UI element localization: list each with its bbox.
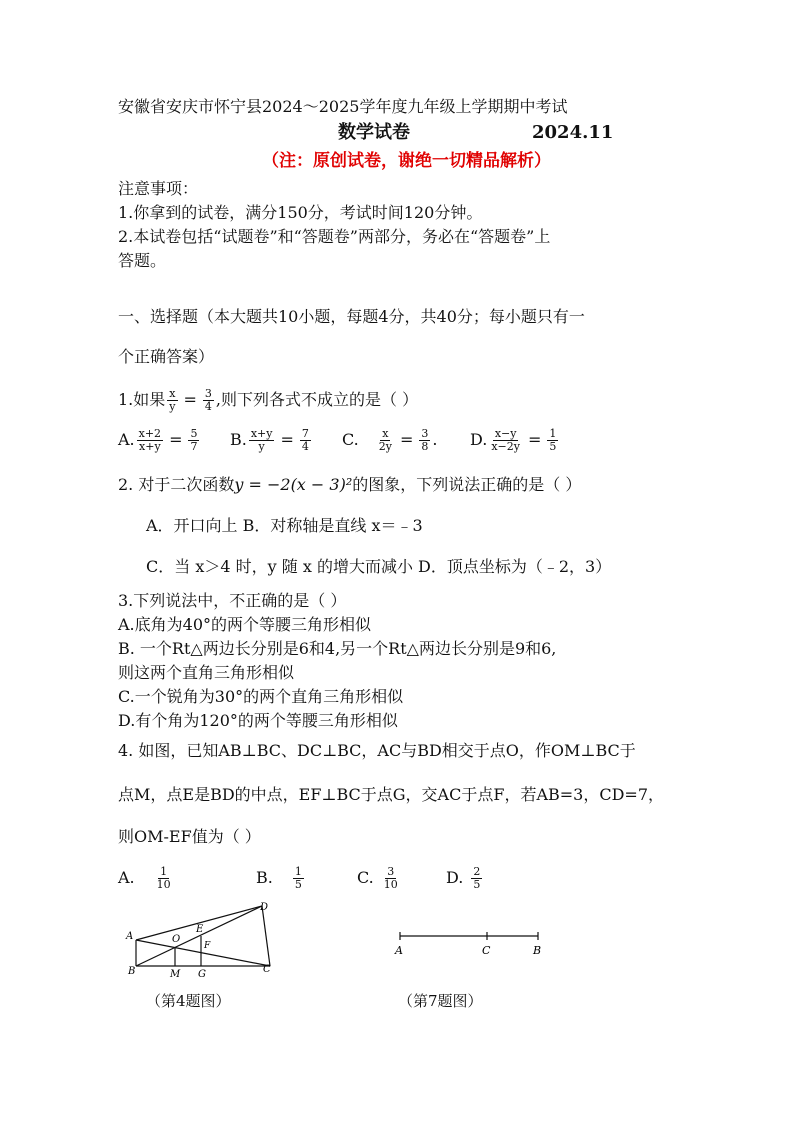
figure-4-caption: （第4题图）	[146, 992, 231, 1010]
q1-fraction-xy: $\frac{x}{y}$	[169, 387, 176, 413]
q3-option-d: D.有个角为120°的两个等腰三角形相似	[118, 711, 398, 730]
q3-option-a: A.底角为40°的两个等腰三角形相似	[118, 615, 372, 634]
label-b: B	[533, 944, 542, 957]
original-note: （注：原创试卷，谢绝一切精品解析）	[262, 151, 551, 171]
figure-4-diagram	[118, 896, 288, 982]
label-b: B	[128, 966, 136, 977]
notice-item-2: 2.本试卷包括“试题卷”和“答题卷”两部分，务必在“答题卷”上	[118, 227, 551, 246]
section-heading: 一、选择题（本大题共10小题，每题4分，共40分；每小题只有一	[118, 307, 585, 326]
figure-7-diagram	[392, 924, 552, 964]
question-4-line-3: 则OM-EF值为（ ）	[118, 827, 261, 846]
q4-option-b: B. $\frac{1}{5}$	[256, 865, 302, 891]
label-e: E	[196, 924, 204, 935]
q4-option-c: C. $\frac{3}{10}$	[357, 865, 398, 891]
question-2-stem: 2. 对于二次函数y = −2(x − 3)²的图象，下列说法正确的是（ ）	[118, 475, 582, 494]
q1-option-c: C. $\frac{x}{2y}$ = $\frac{3}{8}$ .	[342, 427, 438, 453]
q1-fraction-34: $\frac{3}{4}$	[204, 387, 212, 413]
question-4-line-2: 点M，点E是BD的中点，EF⊥BC于点G，交AC于点F，若AB=3，CD=7，	[118, 785, 665, 804]
notice-item-2-cont: 答题。	[118, 251, 167, 270]
label-d: D	[260, 902, 269, 913]
question-4-line-1: 4. 如图，已知AB⊥BC、DC⊥BC，AC与BD相交于点O，作OM⊥BC于	[118, 741, 636, 760]
label-g: G	[198, 969, 206, 980]
label-f: F	[204, 941, 211, 951]
q2-options-ab: A．开口向上 B．对称轴是直线 x＝﹣3	[146, 516, 423, 535]
paper-title: 数学试卷	[338, 122, 410, 143]
q1-option-a: A. $\frac{x+2}{x+y}$ = $\frac{5}{7}$	[118, 427, 198, 453]
q3-option-c: C.一个锐角为30°的两个直角三角形相似	[118, 687, 404, 706]
question-3-stem: 3.下列说法中，不正确的是（ ）	[118, 591, 347, 610]
label-o: O	[172, 934, 181, 945]
q1-stem-suffix: ,则下列各式不成立的是（ ）	[215, 390, 419, 409]
question-1-stem: 1.如果 $\frac{x}{y}$ = $\frac{3}{4}$ ,则下列各式不成立的是（ ）	[118, 387, 419, 413]
label-c: C	[482, 944, 491, 957]
segment-ac	[136, 940, 270, 966]
q1-stem-prefix: 1.如果	[118, 390, 166, 409]
q4-option-a: A. $\frac{1}{10}$	[118, 865, 171, 891]
exam-title-line: 安徽省安庆市怀宁县2024～2025学年度九年级上学期期中考试	[118, 97, 568, 116]
notice-item-1: 1.你拿到的试卷，满分150分，考试时间120分钟。	[118, 203, 483, 222]
q4-option-d: D. $\frac{2}{5}$	[446, 865, 481, 891]
label-a: A	[126, 931, 134, 942]
exam-date: 2024.11	[532, 122, 614, 143]
q1-option-d: D. $\frac{x-y}{x-2y}$ = $\frac{1}{5}$	[470, 427, 557, 453]
label-a: A	[395, 944, 403, 957]
notice-heading: 注意事项：	[118, 179, 199, 198]
figure-7-caption: （第7题图）	[398, 992, 483, 1010]
section-heading-cont: 个正确答案）	[118, 347, 215, 366]
q3-option-b: B. 一个Rt△两边长分别是6和4,另一个Rt△两边长分别是9和6,	[118, 639, 557, 658]
segment-cd	[262, 906, 270, 966]
q3-option-b-cont: 则这两个直角三角形相似	[118, 663, 295, 682]
q2-options-cd: C．当 x＞4 时，y 随 x 的增大而减小 D．顶点坐标为（﹣2，3）	[146, 557, 612, 576]
label-m: M	[170, 969, 181, 980]
q1-option-b: B. $\frac{x+y}{y}$ = $\frac{7}{4}$	[230, 427, 309, 453]
segment-bd	[136, 906, 262, 966]
label-c: C	[263, 964, 271, 975]
q2-formula: y = −2(x − 3)²	[234, 475, 353, 494]
